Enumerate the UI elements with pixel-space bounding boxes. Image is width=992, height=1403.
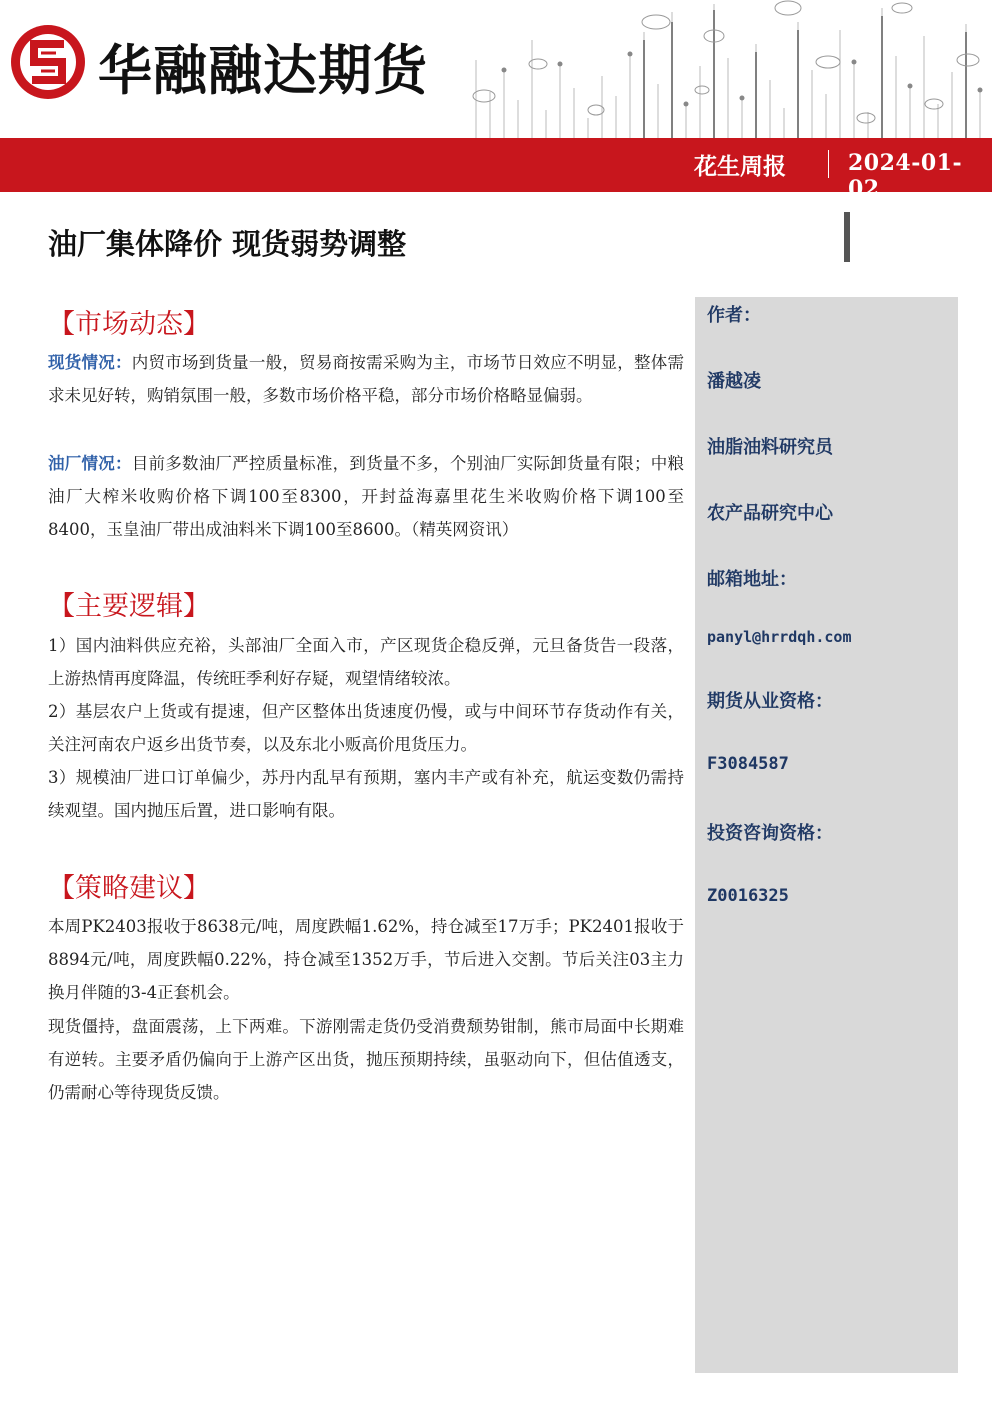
logic-item: 3）规模油厂进口订单偏少，苏丹内乱早有预期，塞内丰产或有补充，航运变数仍需持续观望。国内抛压后置，进口影响有限。 [48, 768, 684, 820]
report-type: 花生周报 [694, 154, 786, 180]
header-divider [828, 150, 829, 178]
logic-item: 2）基层农户上货或有提速，但产区整体出货速度仍慢，或与中间环节存货动作有关，关注河南农户返乡出货节奏，以及东北小贩高价甩货压力。 [48, 702, 684, 754]
advisory-cert-value: Z0016325 [707, 886, 789, 906]
decorative-lines-graphic [456, 0, 992, 138]
author-name: 潘越凌 [707, 371, 761, 392]
brand-name: 华融融达期货 [98, 39, 428, 102]
email-value: panyl@hrrdqh.com [707, 628, 852, 646]
page-header [0, 0, 992, 140]
market-mill-paragraph [48, 447, 684, 546]
spot-text: 内贸市场到货量一般，贸易商按需采购为主，市场节日效应不明显，整体需求未见好转，购销氛围一般，多数市场价格平稳，部分市场价格略显偏弱。 [48, 353, 685, 405]
author-position: 油脂油料研究员 [707, 437, 833, 458]
futures-cert-value: F3084587 [707, 754, 789, 774]
title-accent-bar [844, 212, 850, 262]
mill-text: 目前多数油厂严控质量标准，到货量不多，个别油厂实际卸货量有限；中粮油厂大榨米收购价格下调100至8300，开封益海嘉里花生米收购价格下调100至8400，玉皇油厂带出成油料米下调100至8600。（精英网资讯） [48, 454, 685, 539]
section-heading-strategy: 【策略建议】 [48, 873, 210, 904]
mill-label: 油厂情况： [48, 454, 132, 473]
header-red-bar [0, 138, 992, 202]
author-label: 作者： [707, 305, 761, 326]
advisory-cert-label: 投资咨询资格： [707, 823, 833, 844]
author-department: 农产品研究中心 [707, 503, 833, 524]
spot-label: 现货情况： [48, 353, 132, 372]
strategy-paragraph: 现货僵持，盘面震荡，上下两难。下游刚需走货仍受消费颓势钳制，熊市局面中长期难有逆转。主要矛盾仍偏向于上游产区出货，抛压预期持续，虽驱动向下，但估值透支，仍需耐心等待现货反馈。 [48, 1017, 684, 1102]
logic-item: 1）国内油料供应充裕，头部油厂全面入市，产区现货企稳反弹，元旦备货告一段落，上游热情再度降温，传统旺季利好存疑，观望情绪较浓。 [48, 636, 684, 688]
email-label: 邮箱地址： [707, 569, 797, 590]
company-logo-icon [8, 22, 88, 102]
report-title: 油厂集体降价 现货弱势调整 [48, 227, 407, 261]
market-spot-paragraph [48, 346, 684, 412]
section-heading-market: 【市场动态】 [48, 309, 210, 340]
section-heading-logic: 【主要逻辑】 [48, 591, 210, 622]
report-date: 2024-01-02 [848, 150, 963, 202]
author-sidebar [695, 297, 958, 1373]
strategy-paragraph: 本周PK2403报收于8638元/吨，周度跌幅1.62%，持仓减至17万手；PK2401报收于8894元/吨，周度跌幅0.22%，持仓减至1352万手，节后进入交割。节后关注03主力换月伴随的3-4正套机会。 [48, 917, 684, 1002]
futures-cert-label: 期货从业资格： [707, 691, 833, 712]
